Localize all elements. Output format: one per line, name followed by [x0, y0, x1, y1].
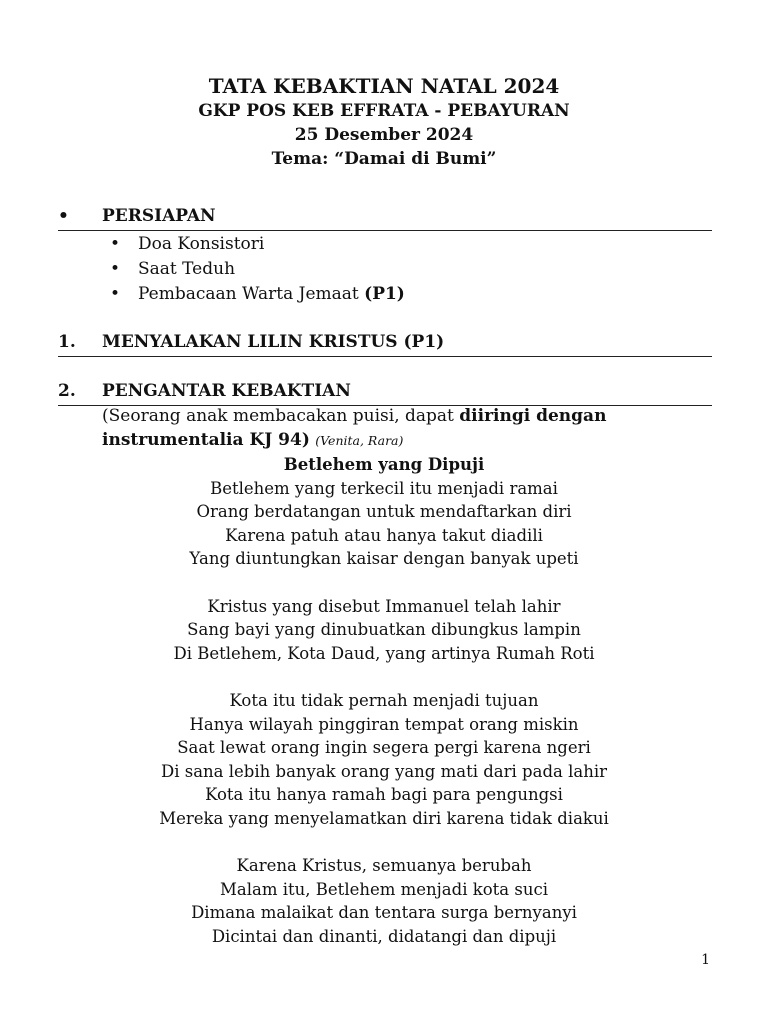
stanza-gap [102, 831, 666, 855]
poem-line: Orang berdatangan untuk mendaftarkan diri [196, 502, 572, 522]
section-heading: PERSIAPAN [102, 206, 216, 226]
list-item: • Saat Teduh [110, 257, 405, 282]
poem-line: Saat lewat orang ingin segera pergi karena ngeri [177, 738, 591, 758]
poem-line: Karena Kristus, semuanya berubah [236, 856, 532, 876]
poem-line: Dimana malaikat dan tentara surga bernyanyi [191, 903, 577, 923]
list-item: • Doa Konsistori [110, 232, 405, 257]
poem-line: Kota itu hanya ramah bagi para pengungsi [205, 785, 563, 805]
persiapan-list [110, 232, 405, 307]
poem-line: Hanya wilayah pinggiran tempat orang miskin [189, 714, 579, 734]
poem-line: Malam itu, Betlehem menjadi kota suci [220, 879, 548, 899]
section-2-instruction: (Seorang anak membacakan puisi, dapat diiringi dengan instrumentalia KJ 94) (Venita, Rara) [102, 406, 607, 450]
document-title: TATA KEBAKTIAN NATAL 2024 [208, 74, 560, 98]
section-bullet: • [58, 206, 69, 226]
poem-line: Karena patuh atau hanya takut diadili [225, 525, 543, 545]
poem-line: Di Betlehem, Kota Daud, yang artinya Rumah Roti [173, 643, 595, 663]
readers-note: (Venita, Rara) [315, 433, 404, 448]
poem-line: Kristus yang disebut Immanuel telah lahir [207, 596, 561, 616]
section-2 [58, 381, 712, 406]
poem-line: Yang diuntungkan kaisar dengan banyak upeti [189, 549, 579, 569]
poem-line: Dicintai dan dinanti, didatangi dan dipuji [211, 926, 557, 946]
list-item: • Pembacaan Warta Jemaat (P1) [110, 282, 405, 307]
poem [102, 453, 666, 948]
stanza-gap [102, 571, 666, 595]
service-date: 25 Desember 2024 [294, 125, 474, 145]
poem-line: Di sana lebih banyak orang yang mati dari pada lahir [160, 761, 608, 781]
stanza-gap [102, 665, 666, 689]
poem-line: Kota itu tidak pernah menjadi tujuan [229, 690, 539, 710]
poem-line: Mereka yang menyelamatkan diri karena tidak diakui [159, 808, 609, 828]
section-heading: MENYALAKAN LILIN KRISTUS (P1) [102, 332, 445, 352]
church-name: GKP POS KEB EFFRATA - PEBAYURAN [198, 101, 570, 121]
section-heading: PENGANTAR KEBAKTIAN [102, 381, 351, 401]
page-number: 1 [701, 952, 710, 968]
service-theme: Tema: “Damai di Bumi” [271, 149, 497, 169]
poem-line: Betlehem yang terkecil itu menjadi ramai [210, 478, 558, 498]
participant-tag: (P1) [364, 284, 405, 304]
section-1 [58, 332, 712, 357]
poem-line: Sang bayi yang dinubuatkan dibungkus lampin [187, 620, 581, 640]
section-persiapan [58, 206, 712, 231]
poem-title: Betlehem yang Dipuji [283, 455, 485, 474]
section-number: 2. [58, 381, 76, 401]
section-number: 1. [58, 332, 76, 352]
